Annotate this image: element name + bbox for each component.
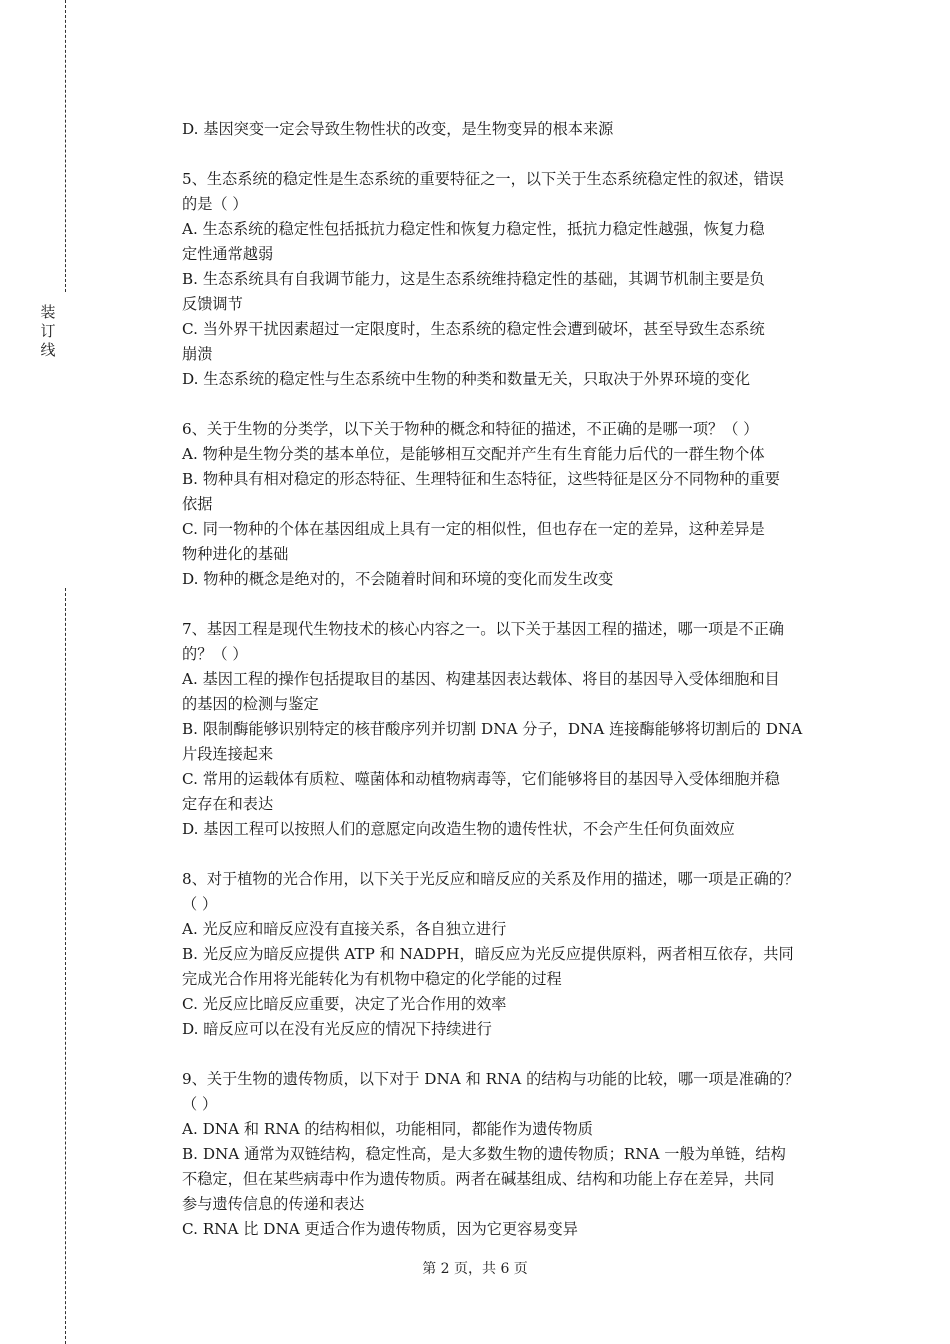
option-d: D. 生态系统的稳定性与生态系统中生物的种类和数量无关，只取决于外界环境的变化 [182,370,751,388]
option-b: 片段连接起来 [182,745,274,763]
option-d: D. 物种的概念是绝对的，不会随着时间和环境的变化而发生改变 [182,570,614,588]
option-c: 崩溃 [182,345,213,363]
option-a: 的基因的检测与鉴定 [182,695,319,713]
question-block-4-tail [182,117,842,142]
question-stem: （ ） [182,895,218,913]
question-block-6 [182,417,842,592]
option-a: A. 生态系统的稳定性包括抵抗力稳定性和恢复力稳定性，抵抗力稳定性越强，恢复力稳 [182,220,765,238]
option-a: A. 光反应和暗反应没有直接关系，各自独立进行 [182,920,507,938]
option-c: C. 光反应比暗反应重要，决定了光合作用的效率 [182,995,507,1013]
option-b: B. 限制酶能够识别特定的核苷酸序列并切割 DNA 分子，DNA 连接酶能够将切割后的 DNA [182,720,803,738]
question-stem: 6、关于生物的分类学，以下关于物种的概念和特征的描述，不正确的是哪一项？（ ） [182,420,759,438]
question-stem: 的是（ ） [182,195,248,213]
option-b: B. 光反应为暗反应提供 ATP 和 NADPH，暗反应为光反应提供原料，两者相互依存，共同 [182,945,794,963]
question-stem: 5、生态系统的稳定性是生态系统的重要特征之一，以下关于生态系统稳定性的叙述，错误 [182,170,784,188]
option-c: 物种进化的基础 [182,545,289,563]
option-b: 参与遗传信息的传递和表达 [182,1195,365,1213]
option-c: C. RNA 比 DNA 更适合作为遗传物质，因为它更容易变异 [182,1220,578,1238]
option-b: 反馈调节 [182,295,243,313]
question-stem: 的？（ ） [182,645,248,663]
option-c: C. 常用的运载体有质粒、噬菌体和动植物病毒等，它们能够将目的基因导入受体细胞并稳 [182,770,780,788]
option-a: A. DNA 和 RNA 的结构相似，功能相同，都能作为遗传物质 [182,1120,593,1138]
option-b: B. 物种具有相对稳定的形态特征、生理特征和生态特征，这些特征是区分不同物种的重要 [182,470,780,488]
binding-char: 线 [40,341,56,359]
option-b: 不稳定，但在某些病毒中作为遗传物质。两者在碱基组成、结构和功能上存在差异，共同 [182,1170,775,1188]
option-d: D. 暗反应可以在没有光反应的情况下持续进行 [182,1020,492,1038]
option-d: D. 基因突变一定会导致生物性状的改变，是生物变异的根本来源 [182,120,614,138]
option-a: A. 物种是生物分类的基本单位，是能够相互交配并产生有生育能力后代的一群生物个体 [182,445,765,463]
option-c: C. 当外界干扰因素超过一定限度时，生态系统的稳定性会遭到破坏，甚至导致生态系统 [182,320,765,338]
question-stem: （ ） [182,1095,218,1113]
option-d: D. 基因工程可以按照人们的意愿定向改造生物的遗传性状，不会产生任何负面效应 [182,820,735,838]
option-a: 定性通常越弱 [182,245,274,263]
option-c: 定存在和表达 [182,795,274,813]
option-b: B. DNA 通常为双链结构，稳定性高，是大多数生物的遗传物质；RNA 一般为单链，结构 [182,1145,786,1163]
option-b: B. 生态系统具有自我调节能力，这是生态系统维持稳定性的基础，其调节机制主要是负 [182,270,765,288]
question-block-7 [182,617,842,842]
option-a: A. 基因工程的操作包括提取目的基因、构建基因表达载体、将目的基因导入受体细胞和目 [182,670,780,688]
question-stem: 7、基因工程是现代生物技术的核心内容之一。以下关于基因工程的描述，哪一项是不正确 [182,620,784,638]
binding-dashed-line-bottom [65,588,66,1344]
question-block-9 [182,1067,842,1242]
binding-char: 订 [40,322,56,340]
question-stem: 9、关于生物的遗传物质，以下对于 DNA 和 RNA 的结构与功能的比较，哪一项是准确的？ [182,1070,800,1088]
option-b: 完成光合作用将光能转化为有机物中稳定的化学能的过程 [182,970,562,988]
page-footer: 第 2 页，共 6 页 [422,1261,528,1277]
question-stem: 8、对于植物的光合作用，以下关于光反应和暗反应的关系及作用的描述，哪一项是正确的？ [182,870,800,888]
binding-label [38,303,58,360]
option-c: C. 同一物种的个体在基因组成上具有一定的相似性，但也存在一定的差异，这种差异是 [182,520,765,538]
question-block-5 [182,167,842,392]
question-block-8 [182,867,842,1042]
binding-dashed-line-top [65,0,66,292]
option-b: 依据 [182,495,213,513]
question-content [182,117,842,1242]
binding-char: 装 [40,303,56,321]
